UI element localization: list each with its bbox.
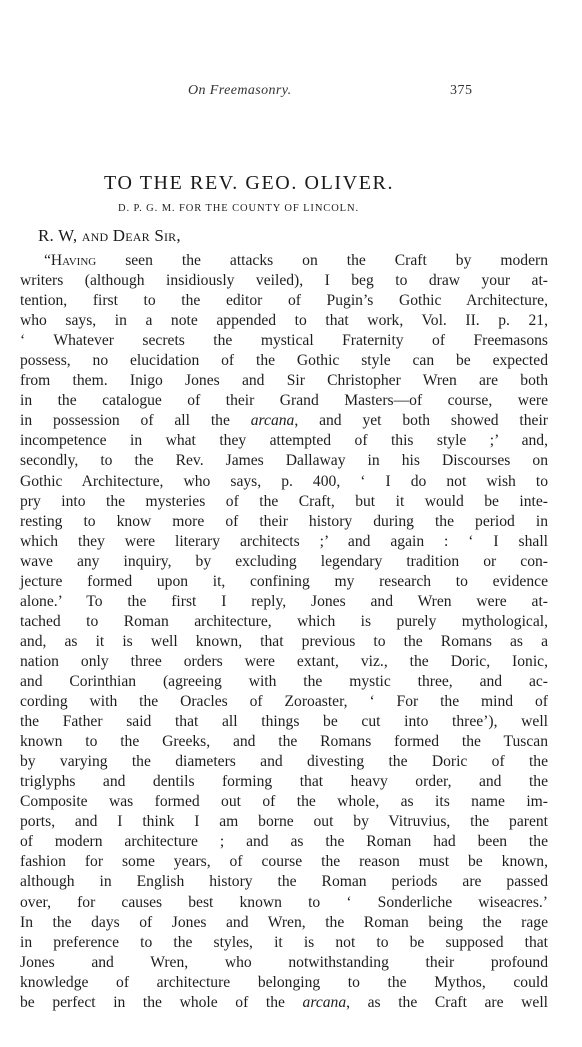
salutation-and: and: [81, 226, 109, 245]
text-line: wave any inquiry, by excluding legendary tradition or con-: [20, 552, 548, 570]
text-line: pry into the mysteries of the Craft, but it would be inte-: [20, 492, 548, 510]
text-line: ‘ Whatever secrets the mystical Fraternity of Freemasons: [20, 332, 548, 350]
text-line: from them. Inigo Jones and Sir Christopher Wren are both: [20, 372, 548, 390]
letter-subtitle: D. P. G. M. FOR THE COUNTY OF LINCOLN.: [118, 203, 360, 214]
italic-term: arcana: [302, 993, 347, 1011]
text-line: alone.’ To the first I reply, Jones and Wren were at-: [20, 592, 548, 610]
text-line: [20, 251, 548, 271]
text-line: Jones and Wren, who notwithstanding their profound: [20, 953, 548, 971]
text-line: nation only three orders were extant, viz., the Doric, Ionic,: [20, 652, 548, 670]
text-line: of modern architecture ; and as the Roman had been the: [20, 833, 548, 851]
text-line: tached to Roman architecture, which is purely mythological,: [20, 612, 548, 630]
text-line: be perfect in the whole of the arcana, as the Craft are well: [20, 993, 548, 1011]
text-line: ports, and I think I am borne out by Vitruvius, the parent: [20, 813, 548, 831]
text-line: by varying the diameters and divesting the Doric of the: [20, 753, 548, 771]
text-line: over, for causes best known to ‘ Sonderliche wiseacres.’: [20, 893, 548, 911]
text-line: possess, no elucidation of the Gothic style can be expected: [20, 352, 548, 370]
opening-quote: “: [44, 252, 51, 269]
text-line: cording with the Oracles of Zoroaster, ‘ For the mind of: [20, 693, 548, 711]
text-line: the Father said that all things be cut into three’), well: [20, 713, 548, 731]
italic-term: arcana: [250, 412, 295, 430]
letter-body: [20, 251, 548, 1013]
page-number: 375: [450, 83, 473, 98]
text-line: writers (although insidiously veiled), I beg to draw your at-: [20, 272, 548, 290]
text-line: and, as it is well known, that previous to the Romans as a: [20, 632, 548, 650]
line-text: seen the attacks on the Craft by modern: [96, 252, 548, 269]
text-line: who says, in a note appended to that work, Vol. II. p. 21,: [20, 312, 548, 330]
text-line: secondly, to the Rev. James Dallaway in his Discourses on: [20, 452, 548, 470]
text-line: in possession of all the arcana, and yet both showed their: [20, 412, 548, 430]
text-line: in preference to the styles, it is not to be supposed that: [20, 933, 548, 951]
text-line: incompetence in what they attempted of this style ;’ and,: [20, 432, 548, 450]
salutation-prefix: R. W,: [38, 226, 78, 245]
text-line: and Corinthian (agreeing with the mystic three, and ac-: [20, 672, 548, 690]
text-line: jecture formed upon it, confining my research to evidence: [20, 572, 548, 590]
text-line: fashion for some years, of course the reason must be known,: [20, 853, 548, 871]
text-line: triglyphs and dentils forming that heavy order, and the: [20, 773, 548, 791]
opening-word: Having: [50, 252, 97, 269]
salutation: [38, 226, 181, 246]
text-line: known to the Greeks, and the Romans formed the Tuscan: [20, 733, 548, 751]
text-line: although in English history the Roman periods are passed: [20, 873, 548, 891]
salutation-dear-sir: Dear Sir,: [112, 226, 181, 245]
text-line: resting to know more of their history during the period in: [20, 512, 548, 530]
text-line: which they were literary architects ;’ and again : ‘ I shall: [20, 532, 548, 550]
text-line: knowledge of architecture belonging to the Mythos, could: [20, 973, 548, 991]
running-title: On Freemasonry.: [188, 83, 292, 98]
letter-title: TO THE REV. GEO. OLIVER.: [104, 172, 395, 194]
text-line: in the catalogue of their Grand Masters—of course, were: [20, 392, 548, 410]
running-head: [0, 83, 582, 107]
text-line: Gothic Architecture, who says, p. 400, ‘ I do not wish to: [20, 472, 548, 490]
text-line: tention, first to the editor of Pugin’s Gothic Architecture,: [20, 292, 548, 310]
text-line: In the days of Jones and Wren, the Roman being the rage: [20, 913, 548, 931]
text-line: Composite was formed out of the whole, as its name im-: [20, 793, 548, 811]
